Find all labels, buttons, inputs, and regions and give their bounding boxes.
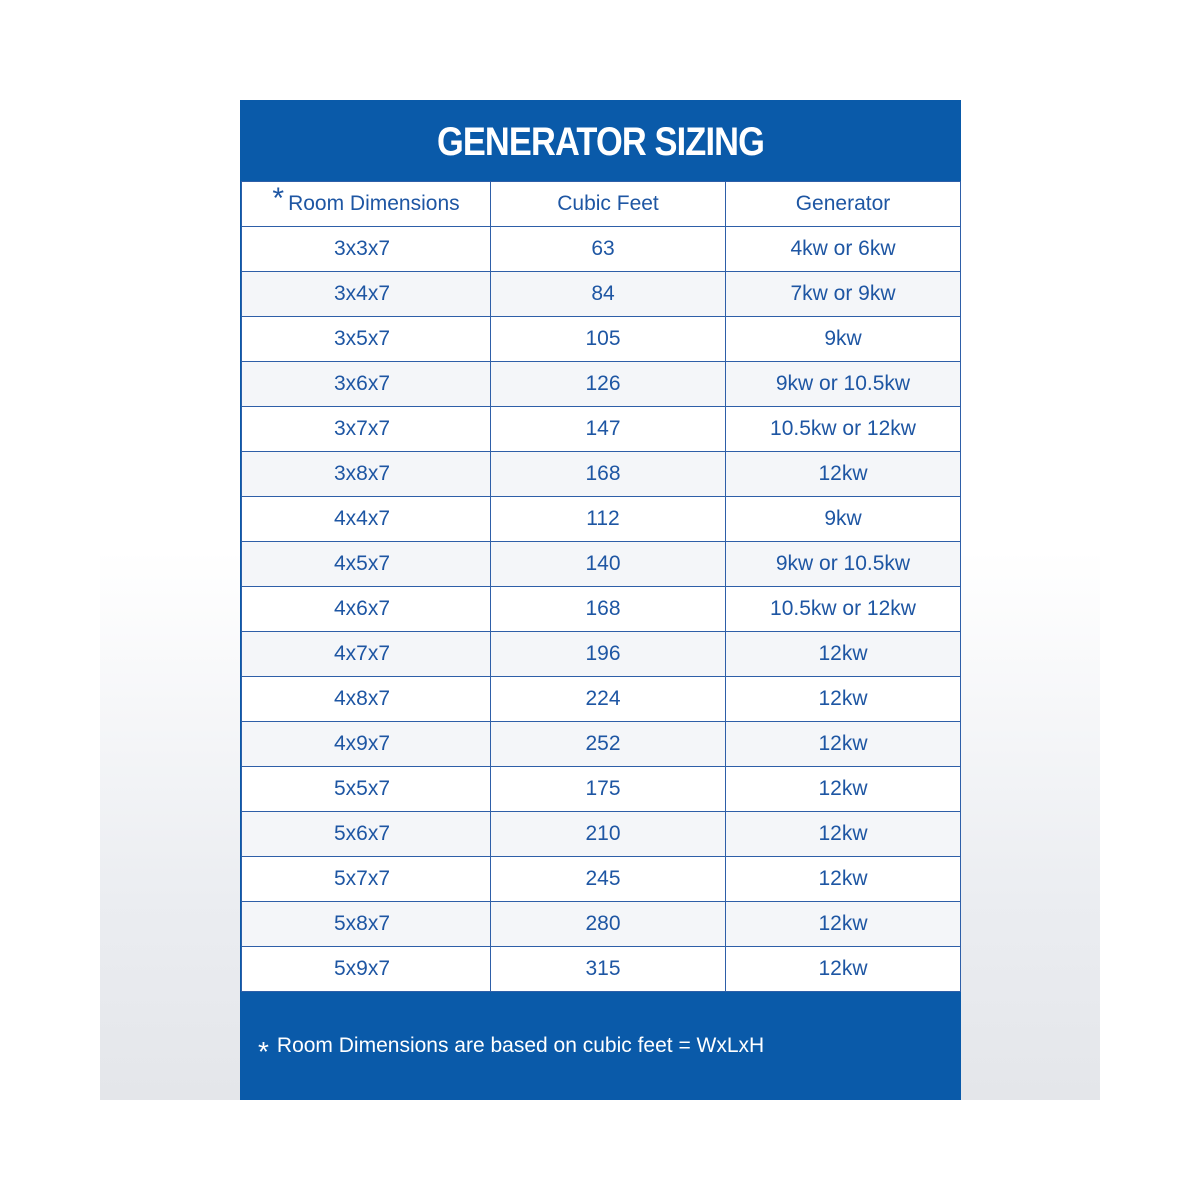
table-header-row <box>242 182 961 227</box>
cubic-feet-cell: 224 <box>491 677 726 722</box>
cubic-feet-cell: 245 <box>491 857 726 902</box>
table-row <box>242 812 961 857</box>
generator-cell: 10.5kw or 12kw <box>726 587 961 632</box>
table-row <box>242 857 961 902</box>
dimensions-cell: 4x8x7 <box>242 677 491 722</box>
asterisk-icon: * <box>258 1036 269 1067</box>
dimensions-cell: 4x4x7 <box>242 497 491 542</box>
cubic-feet-cell: 147 <box>491 407 726 452</box>
dimensions-cell: 5x9x7 <box>242 947 491 992</box>
dimensions-cell: 3x7x7 <box>242 407 491 452</box>
cubic-feet-cell: 210 <box>491 812 726 857</box>
cubic-feet-cell: 126 <box>491 362 726 407</box>
asterisk-icon: * <box>272 182 285 215</box>
generator-cell: 9kw or 10.5kw <box>726 362 961 407</box>
dimensions-cell: 3x6x7 <box>242 362 491 407</box>
table-row <box>242 317 961 362</box>
generator-cell: 12kw <box>726 677 961 722</box>
header-room-dimensions <box>242 182 491 227</box>
dimensions-cell: 5x5x7 <box>242 767 491 812</box>
generator-cell: 12kw <box>726 857 961 902</box>
generator-cell: 12kw <box>726 947 961 992</box>
table-row <box>242 407 961 452</box>
dimensions-cell: 4x9x7 <box>242 722 491 767</box>
generator-cell: 7kw or 9kw <box>726 272 961 317</box>
header-label: Room Dimensions <box>288 192 460 215</box>
dimensions-cell: 3x8x7 <box>242 452 491 497</box>
table-row <box>242 272 961 317</box>
table-body <box>242 227 961 992</box>
cubic-feet-cell: 168 <box>491 587 726 632</box>
generator-cell: 10.5kw or 12kw <box>726 407 961 452</box>
cubic-feet-cell: 84 <box>491 272 726 317</box>
footnote <box>258 1030 765 1067</box>
cubic-feet-cell: 175 <box>491 767 726 812</box>
table-row <box>242 542 961 587</box>
table-row <box>242 587 961 632</box>
dimensions-cell: 5x6x7 <box>242 812 491 857</box>
dimensions-cell: 5x8x7 <box>242 902 491 947</box>
generator-cell: 12kw <box>726 452 961 497</box>
cubic-feet-cell: 112 <box>491 497 726 542</box>
table-row <box>242 497 961 542</box>
cubic-feet-cell: 315 <box>491 947 726 992</box>
generator-cell: 12kw <box>726 812 961 857</box>
table-row <box>242 452 961 497</box>
cubic-feet-cell: 252 <box>491 722 726 767</box>
generator-sizing-card <box>240 100 961 1100</box>
table-row <box>242 902 961 947</box>
table-row <box>242 722 961 767</box>
dimensions-cell: 4x5x7 <box>242 542 491 587</box>
table-row <box>242 767 961 812</box>
dimensions-cell: 4x7x7 <box>242 632 491 677</box>
cubic-feet-cell: 63 <box>491 227 726 272</box>
table-row <box>242 632 961 677</box>
table-row <box>242 362 961 407</box>
table-row <box>242 947 961 992</box>
dimensions-cell: 4x6x7 <box>242 587 491 632</box>
generator-cell: 4kw or 6kw <box>726 227 961 272</box>
generator-cell: 9kw or 10.5kw <box>726 542 961 587</box>
header-generator: Generator <box>726 182 961 227</box>
cubic-feet-cell: 168 <box>491 452 726 497</box>
footnote-text: Room Dimensions are based on cubic feet = WxLxH <box>276 1034 765 1057</box>
dimensions-cell: 3x5x7 <box>242 317 491 362</box>
header-cubic-feet: Cubic Feet <box>491 182 726 227</box>
cubic-feet-cell: 140 <box>491 542 726 587</box>
generator-cell: 9kw <box>726 497 961 542</box>
table-row <box>242 227 961 272</box>
generator-cell: 12kw <box>726 722 961 767</box>
sizing-table <box>241 181 961 992</box>
generator-cell: 12kw <box>726 902 961 947</box>
page-title: GENERATOR SIZING <box>436 120 765 164</box>
cubic-feet-cell: 280 <box>491 902 726 947</box>
table-row <box>242 677 961 722</box>
generator-cell: 12kw <box>726 632 961 677</box>
cubic-feet-cell: 196 <box>491 632 726 677</box>
generator-cell: 9kw <box>726 317 961 362</box>
dimensions-cell: 3x4x7 <box>242 272 491 317</box>
cubic-feet-cell: 105 <box>491 317 726 362</box>
dimensions-cell: 5x7x7 <box>242 857 491 902</box>
generator-cell: 12kw <box>726 767 961 812</box>
dimensions-cell: 3x3x7 <box>242 227 491 272</box>
